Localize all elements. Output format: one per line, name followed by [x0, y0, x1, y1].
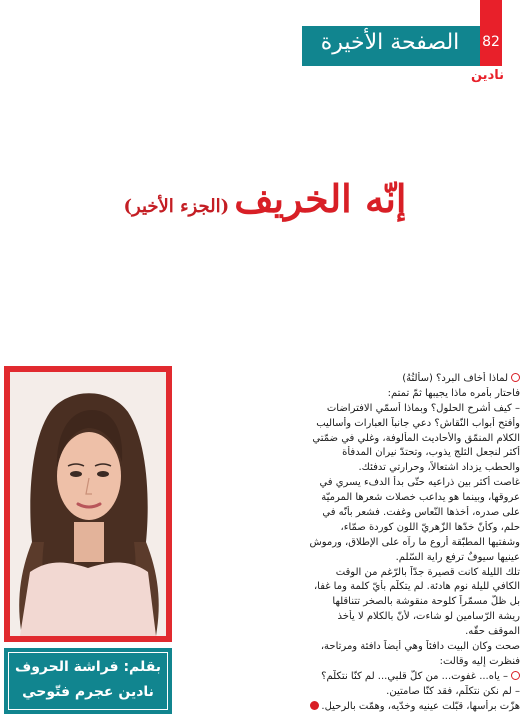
page-number: 82 — [482, 34, 500, 50]
body-line: صحت وكان البيت دافئاً وهي أيضاً دافئة ومرتاحة، — [320, 641, 520, 653]
article-title-block — [20, 176, 510, 221]
body-line: وأفتح أبواب النّقاش؟ دعي جانباً العبارات وأساليب — [316, 417, 520, 429]
article-subtitle: (الجزء الأخير) — [123, 196, 230, 217]
body-line: – كيف أشرح الحلول؟ وبماذا أسمّي الافتراضات — [326, 402, 520, 414]
bullet-circle-icon — [511, 373, 520, 382]
portrait-illustration — [10, 372, 166, 636]
body-line: لماذا أخاف البرد؟ (سألتُهُ) — [184, 372, 520, 387]
body-line: عينيها سيوفٌ ترفع راية السّلم. — [395, 551, 520, 563]
body-line: وشفتيها المطبّقة أروع ما رآه على الإطلاق، ورموش — [309, 536, 520, 548]
body-line: – لم نكن نتكلّم، فقد كنّا صامتين. — [386, 685, 520, 697]
author-byline: بقلم: فراشة الحروف — [14, 659, 162, 675]
article-title: إنّه الخريف — [234, 176, 407, 221]
brand-logo: نادين — [470, 68, 504, 83]
page-number-tab — [480, 0, 502, 66]
body-line: تلك الليلة كانت قصيرة جدّاً بالرّغم من الوقت — [335, 566, 520, 578]
body-line: ريشة الرّسامين لو شاءت، لأنّ بالكلام لا يأخذ — [337, 611, 520, 623]
body-line: حلم، وكأنّ خدّها الزّهريّ اللون كوردة صمّاء، — [340, 521, 520, 533]
body-line: أكثر لنجعل الثلج يذوب، وتحتدّ نيران المدفأة — [342, 447, 520, 459]
body-line: عروقها، وبينما هو يداعب خصلات شعرها المرميّة — [321, 492, 520, 504]
article-body — [184, 372, 520, 714]
body-line: غاصت أكثر بين ذراعيه حتّى بدأ الدفء يسري في — [319, 477, 520, 489]
body-line: الكافي لليلة نوم هادئة. لم يتكلّم بأيّ كلمة وما غفا، — [313, 581, 520, 593]
body-line: – ياه... غفوت... من كلّ قلبي... لم كنّا نتكلّم؟ — [184, 670, 520, 685]
end-mark-icon — [310, 701, 319, 710]
author-photo — [10, 372, 166, 636]
bullet-circle-icon — [511, 671, 520, 680]
body-line: هزّت برأسها، قبّلت عينيه وخدّيه، وهمّت بالرحيل. — [184, 700, 520, 715]
author-name: نادين عجرم فتّوحي — [22, 684, 154, 700]
author-box-border — [8, 652, 168, 710]
body-line: الكلام المنمّق والأحاديث المألوفة، وغلي في ضمّتي — [312, 432, 520, 444]
body-line: بل ظلّ مسمّراً كلوحة منقوشة بالصخر تتناقلها — [332, 596, 520, 608]
body-line: الموقف حقّه. — [465, 626, 520, 638]
body-line: والحطب يزداد اشتعالاً، وحرارتي تدفئك. — [358, 462, 520, 474]
body-line: فنظرت إليه وقالت: — [439, 655, 520, 667]
body-line: فاحتار بأمره ماذا يجيبها ثمّ تمتم: — [387, 387, 520, 399]
author-photo-frame — [4, 366, 172, 642]
author-box — [4, 648, 172, 714]
body-line: على صدره، أخذها النّعاس وغفت. فشعر بأنّه في — [322, 507, 520, 519]
section-title: الصفحة الأخيرة — [320, 30, 460, 55]
